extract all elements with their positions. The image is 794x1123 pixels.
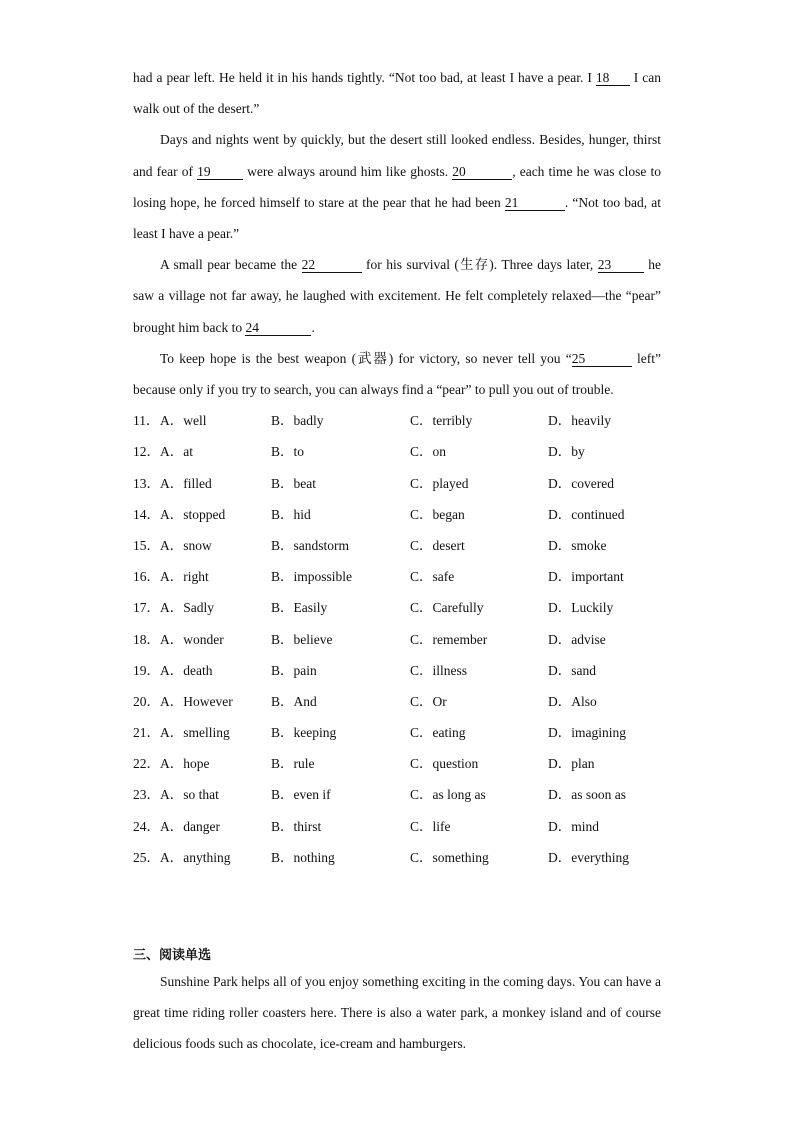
- option-row: [133, 530, 661, 561]
- passage-paragraph-4: [133, 343, 661, 405]
- option-b: B．And: [271, 693, 317, 709]
- option-c: C．on: [410, 444, 447, 460]
- passage-text: Days and nights went by quickly, but the desert still looked endless. Besides, hunger, thirst and fear of: [133, 132, 661, 179]
- option-row: [133, 686, 661, 717]
- passage-text: . “Not too bad, at least I have a pear.”: [133, 194, 661, 242]
- question-number: 22．: [133, 756, 160, 772]
- passage-text: left” because only if you try to search, you can always find a “pear” to pull you out of trouble.: [133, 350, 661, 398]
- question-number: 11．: [133, 413, 160, 429]
- passage-text: were always around him like ghosts.: [243, 163, 453, 179]
- option-row: [133, 655, 661, 686]
- option-c: C．began: [410, 506, 465, 522]
- option-d: D．continued: [548, 506, 625, 522]
- option-row: [133, 748, 661, 779]
- option-a: A．snow: [160, 537, 212, 553]
- option-row: [133, 436, 661, 467]
- option-row: [133, 842, 661, 873]
- option-d: D．everything: [548, 849, 629, 865]
- section-title: 三、阅读单选: [133, 948, 212, 963]
- blank-23: 23: [598, 258, 644, 273]
- option-a: A．filled: [160, 475, 212, 491]
- option-c: C．desert: [410, 537, 465, 553]
- option-a: A．hope: [160, 756, 210, 772]
- option-c: C．terribly: [410, 413, 473, 429]
- option-a: A．danger: [160, 818, 220, 834]
- option-b: B．beat: [271, 475, 316, 491]
- question-number: 25．: [133, 849, 160, 865]
- option-a: A．at: [160, 444, 193, 460]
- blank-25: 25: [572, 352, 632, 367]
- option-d: D．important: [548, 569, 624, 585]
- option-b: B．thirst: [271, 818, 322, 834]
- passage-text: , each time he was close to losing hope, he forced himself to stare at the pear that he had been: [133, 163, 661, 210]
- blank-24: 24: [245, 321, 311, 336]
- option-d: D．Luckily: [548, 600, 614, 616]
- passage-paragraph-2: [133, 124, 661, 249]
- option-a: A．However: [160, 693, 233, 709]
- question-number: 13．: [133, 475, 160, 491]
- option-d: D．imagining: [548, 725, 626, 741]
- reading-paragraph-1: Sunshine Park helps all of you enjoy something exciting in the coming days. You can have a great time riding roller coasters here. There is also a water park, a monkey island and of course delicious foods such as chocolate, ice-cream and hamburgers.: [133, 974, 661, 1052]
- option-row: [133, 561, 661, 592]
- option-b: B．nothing: [271, 849, 335, 865]
- option-c: C．something: [410, 849, 489, 865]
- option-d: D．covered: [548, 475, 614, 491]
- option-b: B．badly: [271, 413, 324, 429]
- option-d: D．as soon as: [548, 787, 626, 803]
- question-number: 23．: [133, 787, 160, 803]
- option-b: B．rule: [271, 756, 315, 772]
- option-b: B．pain: [271, 662, 317, 678]
- option-c: C．life: [410, 818, 451, 834]
- question-number: 15．: [133, 537, 160, 553]
- passage-text: had a pear left. He held it in his hands tightly. “Not too bad, at least I have a pear. I: [133, 70, 596, 85]
- option-a: A．right: [160, 569, 209, 585]
- option-d: D．by: [548, 444, 585, 460]
- option-b: B．keeping: [271, 725, 337, 741]
- option-c: C．eating: [410, 725, 466, 741]
- passage-paragraph-3: [133, 249, 661, 343]
- question-number: 20．: [133, 693, 160, 709]
- option-row: [133, 499, 661, 530]
- option-a: A．anything: [160, 849, 231, 865]
- option-row: [133, 468, 661, 499]
- option-c: C．safe: [410, 569, 455, 585]
- option-b: B．sandstorm: [271, 537, 350, 553]
- blank-22: 22: [302, 258, 362, 273]
- option-c: C．as long as: [410, 787, 486, 803]
- question-number: 19．: [133, 662, 160, 678]
- option-d: D．Also: [548, 693, 597, 709]
- option-d: D．advise: [548, 631, 606, 647]
- option-a: A．stopped: [160, 506, 226, 522]
- question-number: 17．: [133, 600, 160, 616]
- option-row: [133, 779, 661, 810]
- passage-paragraph-1: [133, 62, 661, 124]
- blank-21: 21: [505, 196, 565, 211]
- option-row: [133, 624, 661, 655]
- cloze-passage: [133, 62, 661, 873]
- option-d: D．plan: [548, 756, 595, 772]
- question-number: 24．: [133, 818, 160, 834]
- option-b: B．Easily: [271, 600, 328, 616]
- option-a: A．well: [160, 413, 207, 429]
- option-c: C．illness: [410, 662, 468, 678]
- option-c: C．remember: [410, 631, 488, 647]
- passage-text: .: [311, 319, 315, 335]
- question-number: 18．: [133, 631, 160, 647]
- option-b: B．hid: [271, 506, 311, 522]
- option-row: [133, 592, 661, 623]
- option-row: [133, 405, 661, 436]
- option-b: B．to: [271, 444, 305, 460]
- option-b: B．believe: [271, 631, 333, 647]
- question-number: 14．: [133, 506, 160, 522]
- option-c: C．question: [410, 756, 479, 772]
- option-d: D．mind: [548, 818, 600, 834]
- passage-text: To keep hope is the best weapon (武器) for victory, so never tell you “: [160, 350, 572, 366]
- option-a: A．wonder: [160, 631, 224, 647]
- question-number: 16．: [133, 569, 160, 585]
- option-row: [133, 717, 661, 748]
- passage-text: he saw a village not far away, he laughed with excitement. He felt completely relaxed—the “pear” brought him back to: [133, 257, 661, 335]
- question-number: 12．: [133, 444, 160, 460]
- option-b: B．even if: [271, 787, 331, 803]
- reading-passage: [133, 966, 661, 1060]
- option-a: A．death: [160, 662, 213, 678]
- option-c: C．Carefully: [410, 600, 484, 616]
- passage-text: for his survival (生存). Three days later,: [361, 257, 598, 273]
- option-c: C．Or: [410, 693, 447, 709]
- option-b: B．impossible: [271, 569, 353, 585]
- option-a: A．smelling: [160, 725, 230, 741]
- option-a: A．Sadly: [160, 600, 214, 616]
- option-a: A．so that: [160, 787, 219, 803]
- answer-options: [133, 405, 661, 873]
- option-c: C．played: [410, 475, 469, 491]
- passage-text: I can walk out of the desert.”: [133, 70, 662, 117]
- blank-18: 18: [596, 71, 630, 86]
- option-row: [133, 811, 661, 842]
- option-d: D．sand: [548, 662, 596, 678]
- passage-text: A small pear became the: [160, 257, 302, 273]
- blank-20: 20: [452, 165, 512, 180]
- question-number: 21．: [133, 725, 160, 741]
- blank-19: 19: [197, 165, 243, 180]
- option-d: D．heavily: [548, 413, 611, 429]
- option-d: D．smoke: [548, 537, 607, 553]
